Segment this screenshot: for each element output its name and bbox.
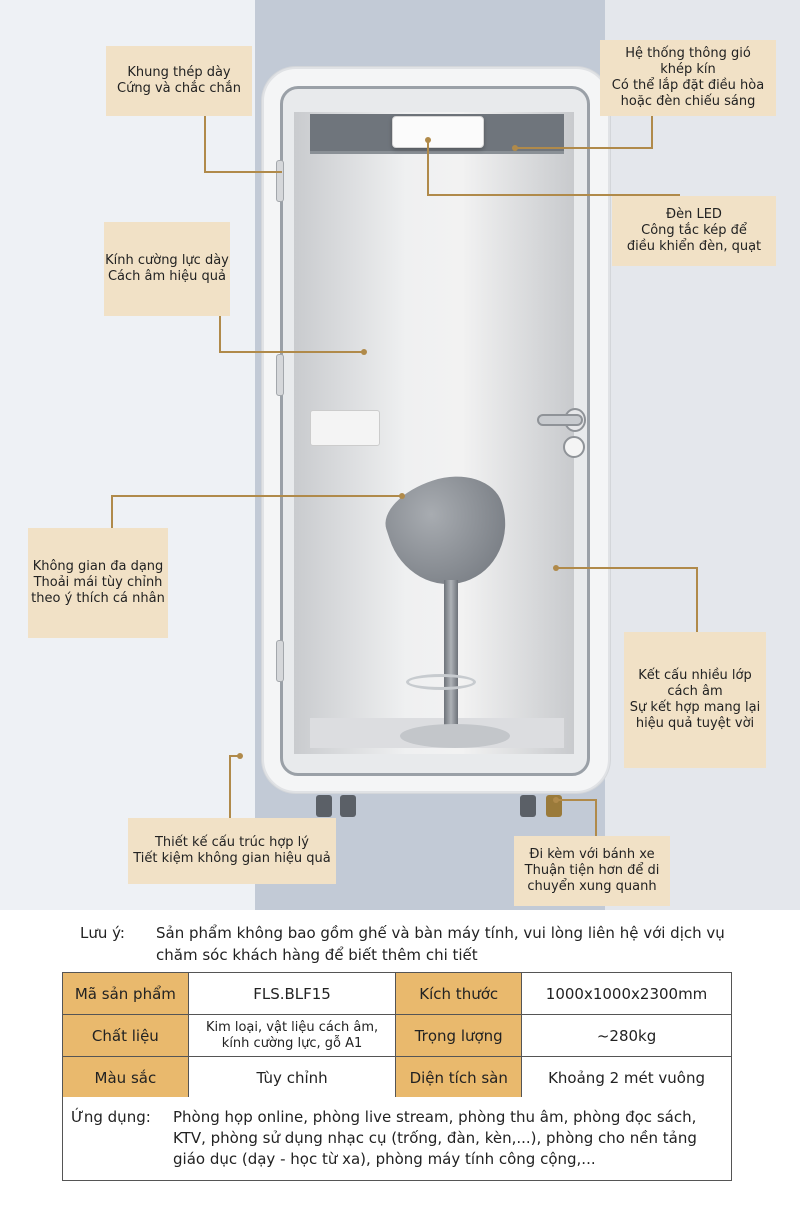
dot-layers xyxy=(553,565,559,571)
callout-led-line1: Đèn LED xyxy=(666,207,722,222)
leader-glass xyxy=(220,316,364,352)
spec-color-label: Màu sắc xyxy=(63,1057,189,1099)
callout-wheels-line3: chuyển xung quanh xyxy=(527,879,657,894)
leader-wheels xyxy=(556,800,596,836)
spec-row xyxy=(63,1015,732,1057)
callout-layers xyxy=(624,632,766,768)
spec-size-value: 1000x1000x2300mm xyxy=(522,973,732,1015)
spec-row xyxy=(63,1057,732,1099)
callout-led-line2: Công tắc kép để xyxy=(641,223,747,238)
callout-wheels-line2: Thuận tiện hơn để di xyxy=(524,863,660,878)
spec-size-label: Kích thước xyxy=(396,973,522,1015)
callout-space-line2: Thoải mái tùy chỉnh xyxy=(33,575,163,590)
application-row xyxy=(62,1097,732,1181)
callout-space-line3: theo ý thích cá nhân xyxy=(31,591,165,606)
leader-layers xyxy=(556,568,697,632)
spec-weight-label: Trọng lượng xyxy=(396,1015,522,1057)
leader-frame xyxy=(205,112,282,172)
callout-layers-line3: Sự kết hợp mang lại xyxy=(629,700,761,715)
callout-structure-line1: Thiết kế cấu trúc hợp lý xyxy=(154,835,309,850)
callout-frame-line1: Khung thép dày xyxy=(127,65,231,80)
callout-frame xyxy=(106,46,252,116)
spec-material-value xyxy=(188,1015,396,1057)
leader-ventilation xyxy=(515,112,652,148)
dot-wheels xyxy=(553,797,559,803)
application-label: Ứng dụng: xyxy=(71,1108,151,1126)
callout-wheels-line1: Đi kèm với bánh xe xyxy=(529,847,655,862)
callout-ventilation-line1: Hệ thống thông gió xyxy=(625,46,751,61)
callout-ventilation xyxy=(600,40,776,116)
application-text: Phòng họp online, phòng live stream, phòng thu âm, phòng đọc sách, KTV, phòng sử dụng nhạc cụ (trống, đàn, kèn,...), phòng cho nền tảng giáo dục (dạy - học từ xa), phòng máy tính công cộng,... xyxy=(173,1108,697,1168)
dot-led xyxy=(425,137,431,143)
dot-space xyxy=(399,493,405,499)
spec-row xyxy=(63,973,732,1015)
callout-ventilation-line2: khép kín xyxy=(660,62,716,77)
spec-area-value: Khoảng 2 mét vuông xyxy=(522,1057,732,1099)
spec-material-value-line2: kính cường lực, gỗ A1 xyxy=(221,1035,363,1051)
callout-led-line3: điều khiển đèn, quạt xyxy=(626,239,762,254)
callout-led xyxy=(612,196,776,266)
spec-code-label: Mã sản phẩm xyxy=(63,973,189,1015)
spec-material-label: Chất liệu xyxy=(63,1015,189,1057)
spec-material-value-line1: Kim loại, vật liệu cách âm, xyxy=(205,1019,379,1035)
leader-space xyxy=(112,496,402,528)
callout-structure xyxy=(128,818,336,884)
note-label: Lưu ý: xyxy=(80,924,125,942)
callout-wheels xyxy=(514,836,670,906)
dot-glass xyxy=(361,349,367,355)
callout-glass xyxy=(104,222,230,316)
callout-space-line1: Không gian đa dạng xyxy=(32,559,164,574)
callout-ventilation-line4: hoặc đèn chiếu sáng xyxy=(620,94,756,109)
callout-space xyxy=(28,528,168,638)
spec-weight-value: ~280kg xyxy=(522,1015,732,1057)
callout-ventilation-line3: Có thể lắp đặt điều hòa xyxy=(611,78,765,93)
callout-glass-line2: Cách âm hiệu quả xyxy=(107,269,226,284)
callout-layers-line1: Kết cấu nhiều lớp xyxy=(638,668,752,683)
callout-layers-line2: cách âm xyxy=(667,684,723,699)
spec-area-label: Diện tích sàn xyxy=(396,1057,522,1099)
note-text: Sản phẩm không bao gồm ghế và bàn máy tính, vui lòng liên hệ với dịch vụ chăm sóc khách hàng để biết thêm chi tiết xyxy=(156,924,725,964)
dot-structure xyxy=(237,753,243,759)
spec-color-value: Tùy chỉnh xyxy=(188,1057,396,1099)
callout-layers-line4: hiệu quả tuyệt vời xyxy=(635,716,755,731)
callout-frame-line2: Cứng và chắc chắn xyxy=(117,81,241,96)
spec-table xyxy=(62,972,732,1099)
spec-code-value: FLS.BLF15 xyxy=(188,973,396,1015)
leader-structure xyxy=(230,756,240,818)
callout-structure-line2: Tiết kiệm không gian hiệu quả xyxy=(133,851,331,866)
callout-glass-line1: Kính cường lực dày xyxy=(105,253,229,268)
dot-ventilation xyxy=(512,145,518,151)
